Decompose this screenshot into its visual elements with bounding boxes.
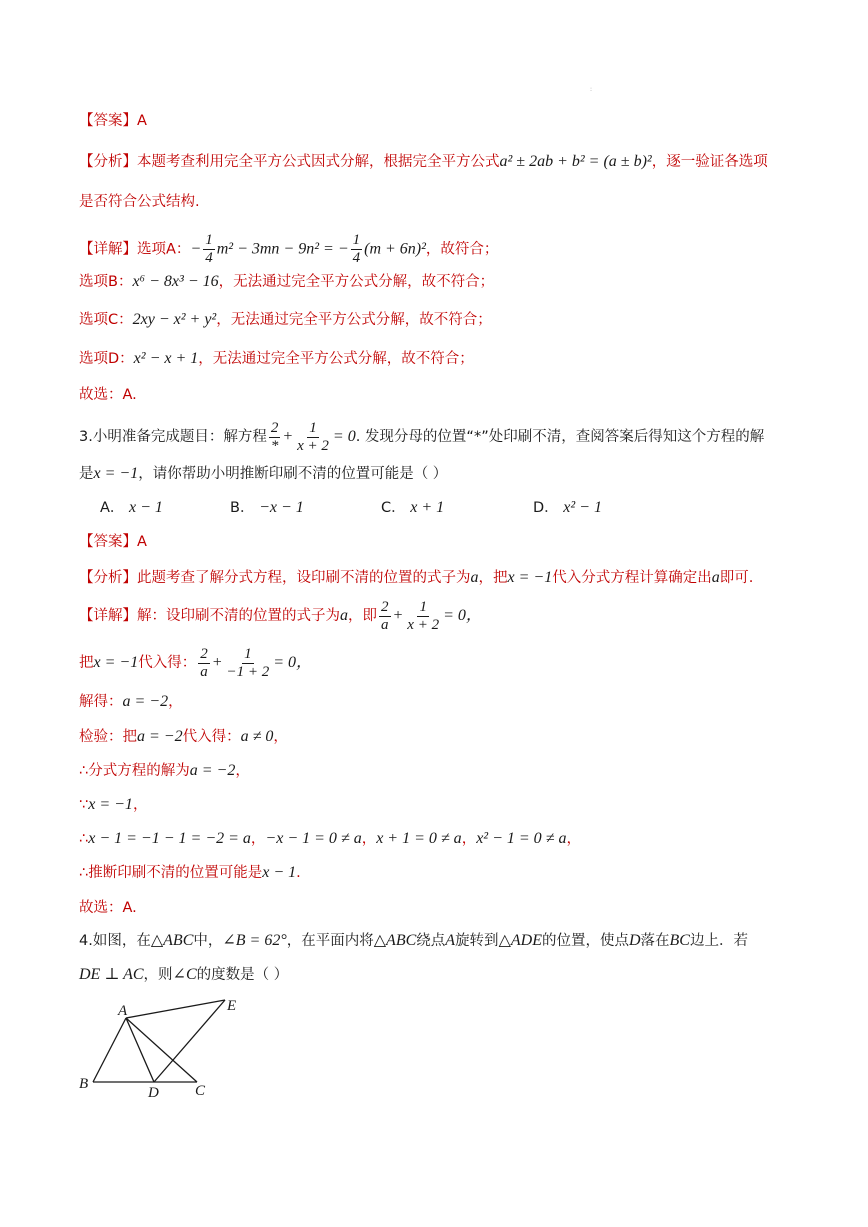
q3-therefore1: ∴分式方程的解为a = −2，	[79, 762, 250, 779]
q3-sub-plus: +	[211, 654, 223, 671]
q3-option-c: C． x + 1	[381, 499, 445, 516]
q3-sub-a: 把	[79, 655, 94, 671]
q3-sub-eq: = 0，	[273, 654, 313, 671]
q2-option-d-prefix: 选项D：	[79, 351, 134, 367]
q3-stem-line2	[79, 464, 447, 484]
q2-option-b-prefix: 选项B：	[79, 274, 133, 290]
q3-check-formula2: a ≠ 0	[240, 728, 274, 745]
label-d: D	[148, 1085, 159, 1101]
q2-option-c-formula: 2xy − x² + y²	[132, 311, 217, 328]
q3-infer: ∴推断印刷不清的位置可能是x − 1.	[79, 864, 301, 881]
q3-answer: 【答案】A	[79, 534, 147, 550]
q3-detail-eq: = 0，	[443, 607, 482, 624]
q3-detail-var: a	[340, 607, 348, 624]
q3-option-d: D． x² − 1	[533, 499, 602, 516]
q3-detail	[79, 598, 482, 634]
q3-detail-a: 解：设印刷不清的位置的式子为	[137, 608, 340, 624]
q2-option-d-suffix: ，无法通过完全平方公式分解，故不符合；	[198, 351, 474, 367]
q3-check-a: 检验：把	[79, 729, 137, 745]
page-mark: :	[590, 86, 593, 93]
q2-detail-frac2: $\frac{1}{4}$	[352, 232, 361, 266]
q3-analysis-tag: 【分析】	[79, 570, 137, 586]
q4-stem-line2: DE ⊥ AC，则∠C的度数是（ ）	[79, 966, 289, 983]
q3-option-b: B． −x − 1	[230, 499, 304, 516]
q3-analysis-c: 代入分式方程计算确定出	[552, 570, 712, 586]
q2-detail	[79, 232, 498, 267]
q3-check: 检验：把a = −2代入得：a ≠ 0，	[79, 728, 288, 745]
label-c: C	[195, 1083, 206, 1099]
q2-option-d-formula: x² − x + 1	[133, 350, 199, 367]
q2-detail-mid: m² − 3mn − 9n² = −	[216, 240, 349, 258]
q2-option-b-suffix: ，无法通过完全平方公式分解，故不符合；	[218, 274, 495, 290]
q3-so2-f2: −x − 1 = 0 ≠ a	[265, 830, 362, 847]
q3-analysis-b: ，把	[478, 570, 508, 586]
q3-sub-formula: x = −1	[93, 654, 139, 671]
q3-stem-line2-b: ，请你帮助小明推断印刷不清的位置可能是（ ）	[138, 466, 448, 482]
q3-because: ∵x = −1，	[79, 796, 148, 813]
q3-analysis-var2: a	[711, 569, 720, 586]
q3-detail-tag: 【详解】	[79, 608, 137, 624]
q3-stem-plus: +	[282, 428, 294, 445]
q3-solve-label: 解得：	[79, 694, 123, 710]
q3-substitute	[79, 645, 312, 681]
q4-stem-point-a: A	[445, 932, 456, 949]
q4-stem-tri1: △ABC	[150, 932, 194, 949]
q3-sub-frac-c: $\frac{1}{-1 + 2}$	[226, 645, 270, 680]
q3-analysis-formula: x = −1	[507, 569, 553, 586]
q2-conclusion: 故选：A.	[79, 387, 137, 403]
q3-because-symbol: ∵	[79, 797, 89, 813]
q2-analysis	[79, 152, 768, 172]
q2-analysis-text2: ，逐一验证各选项	[651, 154, 768, 170]
q4-line2-formula: DE ⊥ AC	[79, 966, 144, 983]
q4-stem-a: 4.如图，在	[79, 933, 151, 949]
q3-stem-frac1: $\frac{2}{*}$	[270, 419, 279, 454]
q3-check-formula: a = −2	[137, 728, 183, 745]
q2-analysis-line2: 是否符合公式结构.	[79, 194, 200, 210]
label-e: E	[227, 998, 237, 1014]
q4-stem: 4.如图，在△ABC中，∠B = 62°，在平面内将△ABC绕点A旋转到△ADE的位置，使点D落在BC边上．若	[79, 932, 748, 949]
segment-de	[154, 1000, 225, 1082]
q3-solve-formula: a = −2	[122, 693, 169, 710]
q3-stem-a: 3.小明准备完成题目：解方程	[79, 429, 267, 445]
q3-so2-f1: x − 1 = −1 − 1 = −2 = a	[88, 830, 251, 847]
q4-stem-tri2: △ABC	[373, 932, 417, 949]
q3-because-formula: x = −1	[88, 796, 133, 813]
q3-analysis-a: 此题考查了解分式方程，设印刷不清的位置的式子为	[137, 570, 471, 586]
q2-detail-right: (m + 6n)²	[364, 240, 426, 258]
q3-stem-frac2: $\frac{1}{x + 2}$	[297, 419, 329, 454]
q3-so2-symbol: ∴	[79, 831, 89, 847]
label-a: A	[118, 1003, 128, 1019]
q2-option-c-prefix: 选项C：	[79, 312, 133, 328]
q3-detail-b: ，即	[348, 608, 377, 624]
q3-stem	[79, 418, 764, 456]
q2-option-d	[79, 349, 474, 369]
segment-ad	[126, 1018, 154, 1082]
q3-stem-b: . 发现分母的位置“*”处印刷不清，查阅答案后得知这个方程的解	[355, 429, 765, 445]
q3-infer-formula: x − 1	[262, 864, 297, 881]
segment-ab	[93, 1018, 126, 1082]
q2-analysis-formula: a² ± 2ab + b² = (a ± b)²	[499, 153, 652, 170]
segment-ae	[126, 1000, 225, 1018]
q2-detail-suffix: ，故符合；	[425, 241, 499, 258]
q3-solve: 解得：a = −2，	[79, 693, 183, 710]
q3-so2-f4: x² − 1 = 0 ≠ a	[476, 830, 567, 847]
q2-analysis-text: 本题考查利用完全平方公式因式分解，根据完全平方公式	[137, 154, 500, 170]
q3-analysis-var: a	[470, 569, 479, 586]
q3-detail-plus: +	[392, 607, 404, 624]
q2-detail-minus: −	[190, 240, 202, 258]
q3-analysis-d: 即可.	[719, 570, 754, 586]
q3-detail-frac-a: $\frac{2}{a}$	[381, 598, 389, 633]
q4-stem-tri3: △ADE	[498, 932, 542, 949]
q3-conclusion: 故选：A.	[79, 900, 137, 916]
q2-analysis-tag: 【分析】	[79, 154, 137, 170]
label-b: B	[79, 1076, 89, 1092]
q2-option-c	[79, 310, 492, 330]
q2-detail-prefix: 选项A：	[137, 241, 191, 258]
q3-sub-b: 代入得：	[138, 655, 197, 671]
q3-stem-line2-formula: x = −1	[93, 465, 139, 482]
q3-so1-a: ∴分式方程的解为	[79, 763, 190, 779]
q2-option-b-formula: x⁶ − 8x³ − 16	[132, 273, 219, 290]
q3-infer-a: ∴推断印刷不清的位置可能是	[79, 865, 263, 881]
q3-therefore2: ∴x − 1 = −1 − 1 = −2 = a，−x − 1 = 0 ≠ a，x + 1 = 0 ≠ a，x² − 1 = 0 ≠ a，	[79, 830, 581, 847]
q3-so2-f3: x + 1 = 0 ≠ a	[376, 830, 462, 847]
q2-option-c-suffix: ，无法通过完全平方公式分解，故不符合；	[216, 312, 492, 328]
q3-check-b: 代入得：	[182, 729, 241, 745]
q3-stem-eq: = 0	[332, 428, 356, 445]
q3-analysis	[79, 568, 753, 588]
q3-detail-frac-b: $\frac{1}{x + 2}$	[407, 598, 440, 633]
q3-sub-frac-a: $\frac{2}{a}$	[200, 645, 208, 680]
q3-option-a: A． x − 1	[100, 499, 163, 516]
q4-stem-point-d: D	[628, 932, 641, 949]
q2-answer: 【答案】A	[79, 113, 147, 129]
q3-so1-formula: a = −2	[189, 762, 236, 779]
q4-line2-angle: ∠C	[172, 966, 197, 983]
q2-detail-frac1: $\frac{1}{4}$	[205, 232, 213, 266]
q4-stem-angle: ∠B = 62°	[222, 932, 287, 949]
q4-figure	[70, 990, 260, 1105]
q2-option-b	[79, 272, 494, 292]
q3-stem-line2-a: 是	[79, 466, 94, 482]
q4-stem-segment: BC	[669, 932, 690, 949]
q2-detail-tag: 【详解】	[79, 241, 137, 258]
